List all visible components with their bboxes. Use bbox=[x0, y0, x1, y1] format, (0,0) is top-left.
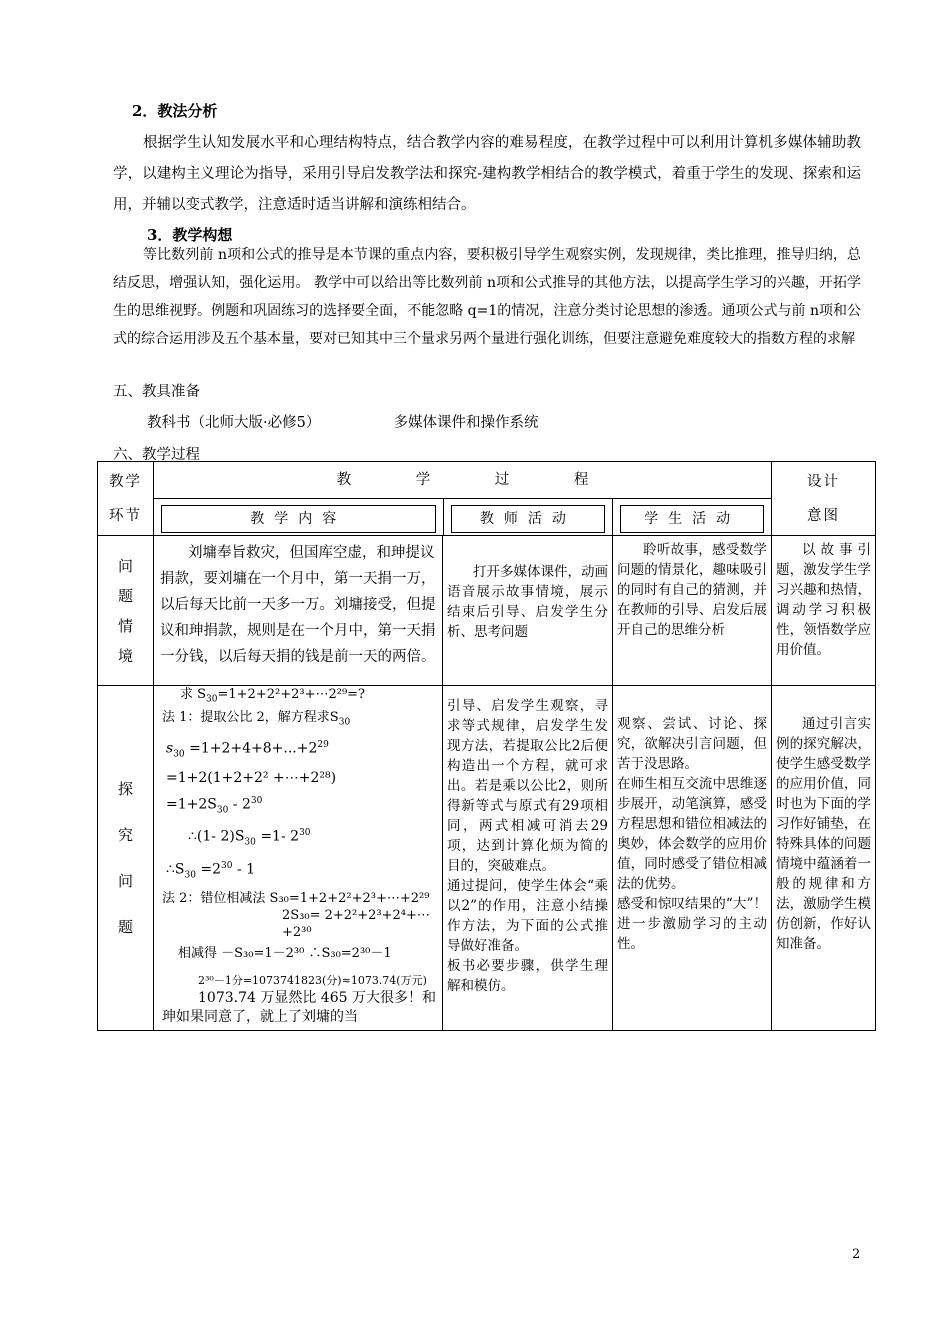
row2-content bbox=[154, 686, 443, 1031]
ask-sum: 求 $S_{30}=1+2+2^2+2^3+\cdots 2^{29}=$? bbox=[180, 687, 366, 705]
equation-1: $s_{30} =1+2+4+8+...+2^{29}$ bbox=[166, 740, 329, 760]
section-6-title: 六、教学过程 bbox=[113, 447, 200, 463]
row1-teacher: 打开多媒体课件，动画语音展示故事情境，展示结束后引导、启发学生分析、思考问题 bbox=[443, 536, 613, 686]
section-2-body: 根据学生认知发展水平和心理结构特点，结合教学内容的难易程度，在教学过程中可以利用计算机多媒体辅助教学，以建构主义理论为指导，采用引导启发教学法和探究-建构教学相结合的教学模式，着重于学生的发现、探索和运用，并辅以变式教学，注意适时适当讲解和演练相结合。 bbox=[113, 135, 861, 213]
header-design-bottom: 意图 bbox=[807, 507, 841, 524]
textbook-name: 教科书（北师大版·必修5） bbox=[147, 415, 321, 431]
header-student: 学生活动 bbox=[620, 505, 764, 533]
row1-content: 刘墉奉旨救灾，但国库空虚，和珅提议捐款，要刘墉在一个月中，第一天捐一万，以后每天比前一天多一万。刘墉接受，但提议和珅捐款，规则是在一个月中，第一天捐一分钱，以后每天捐的钱是前一天的两倍。 bbox=[154, 536, 443, 686]
equation-2: =1+2(1+2+2² +⋯+2²⁸) bbox=[166, 769, 337, 786]
row2-teacher: 引导、启发学生观察，寻求等式规律，启发学生发现方法，若提取公比2后便构造出一个方程，就可求出。若是乘以公比2，则所得新等式与原式有29项相同，两式相减可消去29项，达到计算化烦为简的目的，突破难点。 通过提问，使学生体会“乘以2”的作用，注意小结操作方法，为下面的公式推导做好准备。 板书必要步骤，供学生理解和模仿。 bbox=[443, 686, 613, 1031]
table-header-row bbox=[98, 462, 876, 536]
header-stage bbox=[98, 462, 154, 536]
header-stage-top: 教学 bbox=[109, 473, 142, 490]
equation-5: $\therefore S_{30} =2^{30} - 1$ bbox=[166, 860, 256, 880]
equation-3: $=1+2S_{30} - 2^{30}$ bbox=[166, 795, 263, 816]
subtract-result: 相减得 －S₃₀=1－2³⁰ ∴S₃₀=2³⁰－1 bbox=[178, 946, 392, 961]
equation-4: ∴(1- $2)S_{30} =1-$ $2^{30}$ bbox=[188, 828, 311, 848]
row1-design: 以故事引题，激发学生学习兴趣和热情，调动学习积极性，领悟数学应用价值。 bbox=[772, 536, 876, 686]
table-row-explore-problem bbox=[98, 686, 876, 1031]
header-design-top: 设计 bbox=[807, 473, 841, 490]
row2-student: 观察、尝试、讨论、探究，欲解决引言问题，但苦于没思路。 在师生相互交流中思维逐步展开，动笔演算，感受方程思想和错位相减法的奥妙，体会数学的应用价值，同时感受了错位相减法的优势。 感受和惊叹结果的“大”！进一步激励学习的主动性。 bbox=[613, 686, 772, 1031]
teaching-process-table bbox=[97, 461, 876, 1031]
section-5-title: 五、教具准备 bbox=[113, 384, 200, 400]
page-number: 2 bbox=[852, 1247, 861, 1262]
section-3-title: 3．教学构想 bbox=[147, 226, 233, 244]
row2-design: 通过引言实例的探究解决，使学生感受数学的应用价值，同时也为下面的学习作好铺垫，在特殊具体的问题情境中蕴涵着一般的规律和方法，激励学生模仿创新，作好认知准备。 bbox=[772, 686, 876, 1031]
header-design bbox=[772, 462, 876, 536]
header-process bbox=[154, 462, 772, 536]
header-stage-bottom: 环节 bbox=[109, 507, 142, 524]
section-2-title: 2．教法分析 bbox=[132, 102, 218, 120]
method-1: 法 1：提取公比 2，解方程求$S_{30}$ bbox=[162, 709, 351, 728]
header-subcolumns bbox=[154, 499, 771, 535]
teaching-tools bbox=[147, 411, 539, 432]
stage-explore-problem: 探 究 问 题 bbox=[98, 686, 154, 1031]
approximation: 2³⁰－1分=1073741823(分)≈1073.74(万元) bbox=[198, 974, 427, 987]
header-content: 教学内容 bbox=[161, 505, 436, 533]
header-process-title: 教 学 过 程 bbox=[154, 462, 771, 499]
method-2: 法 2：错位相减法 S₃₀=1+2+2²+2³+⋯+2²⁹ bbox=[162, 891, 430, 906]
method-2-line-2: 2S₃₀= 2+2²+2³+2⁴+⋯+2³⁰ bbox=[282, 908, 430, 940]
multimedia-tools: 多媒体课件和操作系统 bbox=[393, 415, 539, 431]
section-3-body: 等比数列前 n项和公式的推导是本节课的重点内容，要积极引导学生观察实例，发现规律，类比推理，推导归纳，总结反思，增强认知，强化运用。 教学中可以给出等比数列前 n项和公式推导的其他方法，以提高学生学习的兴趣，开拓学生的思维视野。例题和巩固练习的选择要全面，不能忽略 q=1的情况，注意分类讨论思想的渗透。通项公式与前 n项和公式的综合运用涉及五个基本量，要对已知其中三个量求另两个量进行强化训练，但要注意避免难度较大的指数方程的求解 bbox=[113, 247, 861, 347]
stage-problem-situation: 问 题 情 境 bbox=[98, 536, 154, 686]
row1-student: 聆听故事，感受数学问题的情景化，趣味吸引的同时有自己的猜测，并在教师的引导、启发后展开自己的思维分析 bbox=[613, 536, 772, 686]
header-teacher: 教师活动 bbox=[451, 505, 606, 533]
table-row-problem-situation bbox=[98, 536, 876, 686]
conclusion: 1073.74 万显然比 465 万大很多！和珅如果同意了，就上了刘墉的当 bbox=[162, 990, 436, 1025]
